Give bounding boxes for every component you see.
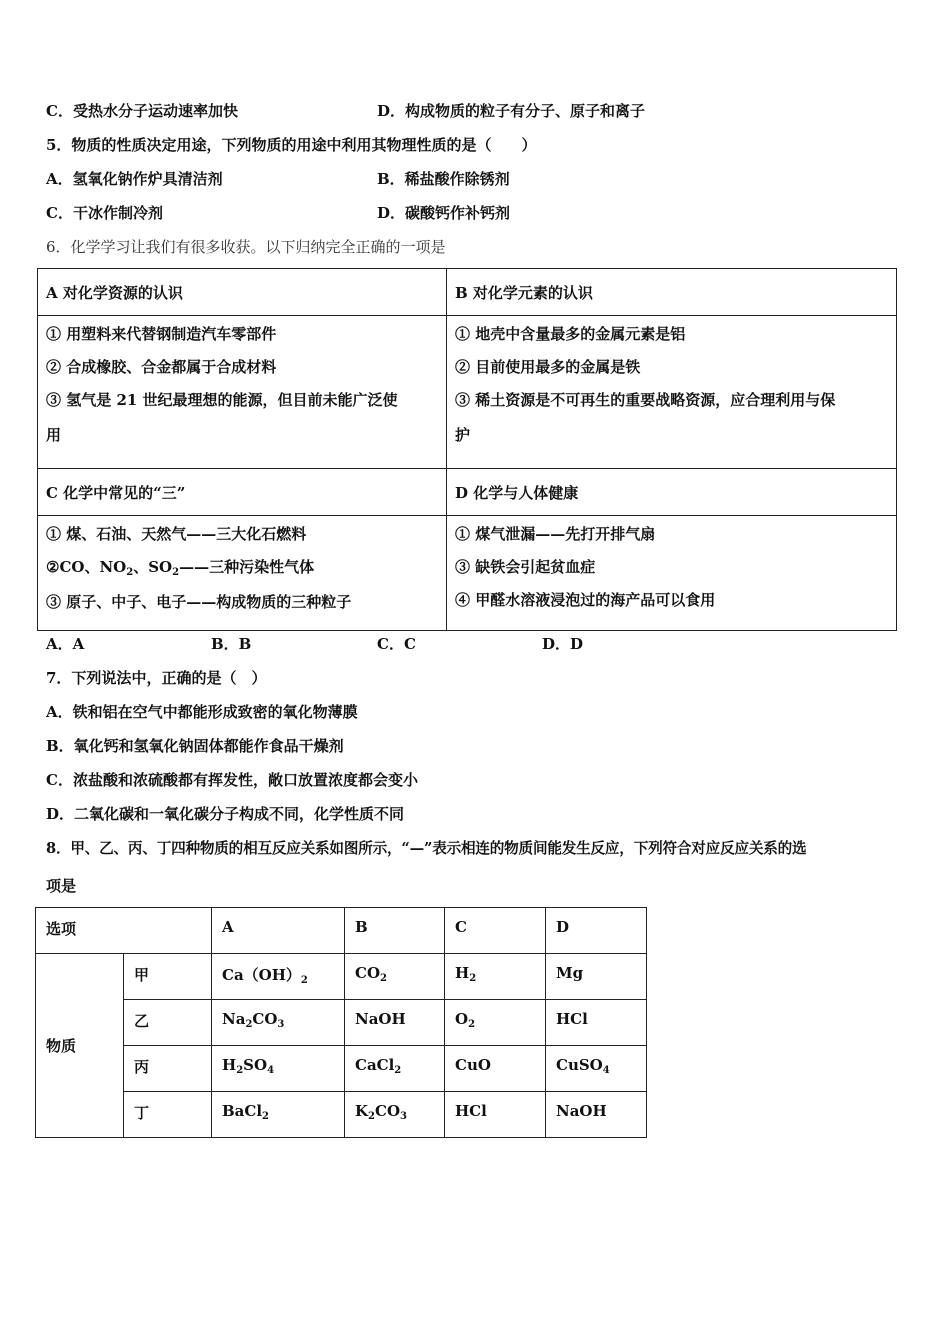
q6-a-item: 用 [46, 426, 62, 444]
q6-option-a: A．A [46, 635, 85, 653]
q8-cell-text: Ca（OH） [222, 966, 301, 984]
q8-cell-text: SO [243, 1056, 268, 1074]
q6-b-item: ③ 稀土资源是不可再生的重要战略资源，应合理利用与保 [455, 391, 836, 409]
q8-cell [345, 1046, 445, 1092]
q7-option-a: A．铁和铝在空气中都能形成致密的氧化物薄膜 [46, 703, 358, 721]
q8-cell-sub: 2 [468, 1019, 476, 1030]
q8-cell-text: CO [355, 964, 381, 982]
q5-option-d: D．碳酸钙作补钙剂 [377, 204, 511, 222]
q8-cell-sub: 2 [380, 973, 387, 984]
q8-cell-sub: 2 [300, 975, 308, 986]
q8-cell: CuO [445, 1046, 546, 1092]
q8-cell [212, 1000, 345, 1046]
q8-cell-text: H [455, 964, 470, 982]
q5-stem: 5．物质的性质决定用途，下列物质的用途中利用其物理性质的是（ ） [46, 136, 537, 154]
q6-cell-d-body [447, 516, 897, 631]
q8-cell: HCl [546, 1000, 647, 1046]
q8-cell-text: H [222, 1056, 237, 1074]
q6-cell-a-head: A 对化学资源的认识 [38, 269, 447, 316]
q6-b-item: 护 [455, 426, 471, 444]
q6-summary-table [37, 268, 897, 631]
q6-option-c: C．C [377, 635, 416, 653]
q6-b-item: ② 目前使用最多的金属是铁 [455, 358, 641, 376]
q8-cell-sub: 2 [245, 1019, 253, 1030]
q6-a-item: ① 用塑料来代替钢制造汽车零部件 [46, 325, 277, 343]
q8-cell-sub: 2 [236, 1065, 244, 1076]
q6-option-d: D．D [542, 635, 584, 653]
q8-cell-sub: 4 [602, 1065, 610, 1076]
q8-cell [345, 954, 445, 1000]
q8-cell-sub: 2 [394, 1065, 402, 1076]
q6-cell-c-body [38, 516, 447, 631]
q8-row-label: 甲 [124, 954, 212, 1000]
q8-cell-text: CO [375, 1102, 401, 1120]
q8-cell [212, 1046, 345, 1092]
q5-option-a: A．氢氧化钠作炉具清洁剂 [46, 170, 223, 188]
q8-cell: NaOH [546, 1092, 647, 1138]
q8-options-table [35, 907, 647, 1138]
q6-cell-d-head: D 化学与人体健康 [447, 469, 897, 516]
q8-header-c: C [445, 908, 546, 954]
q8-row-label: 乙 [124, 1000, 212, 1046]
q8-cell-sub: 4 [267, 1065, 275, 1076]
q8-header-option: 选项 [36, 908, 212, 954]
q8-cell-text: CuSO [556, 1056, 603, 1074]
q8-cell-text: O [455, 1010, 469, 1028]
q6-c-item2-sub: 2 [126, 567, 134, 578]
q8-cell-text: CO [252, 1010, 278, 1028]
q6-c-item2-part: ——三种污染性气体 [179, 558, 315, 576]
q6-cell-a-body [38, 316, 447, 469]
q6-stem: 6．化学学习让我们有很多收获。以下归纳完全正确的一项是 [46, 238, 446, 256]
q8-cell: NaOH [345, 1000, 445, 1046]
q6-c-item: ③ 原子、中子、电子——构成物质的三种粒子 [46, 593, 352, 611]
q6-c-item2-sub: 2 [172, 567, 180, 578]
q7-stem: 7．下列说法中，正确的是（ ） [46, 669, 267, 687]
q6-c-item-pollutants [46, 551, 438, 586]
q8-cell-text: K [355, 1102, 369, 1120]
q6-cell-b-body [447, 316, 897, 469]
q8-cell [345, 1092, 445, 1138]
q6-cell-b-head: B 对化学元素的认识 [447, 269, 897, 316]
q5-option-c: C．干冰作制冷剂 [46, 204, 163, 222]
q6-b-item: ① 地壳中含量最多的金属元素是铝 [455, 325, 686, 343]
q8-substance-label: 物质 [36, 954, 124, 1138]
q4-option-c: C．受热水分子运动速率加快 [46, 102, 238, 120]
q6-a-item: ② 合成橡胶、合金都属于合成材料 [46, 358, 277, 376]
q8-header-b: B [345, 908, 445, 954]
q8-cell-sub: 2 [368, 1111, 376, 1122]
q8-cell-text: CaCl [355, 1056, 395, 1074]
q4-option-d: D．构成物质的粒子有分子、原子和离子 [377, 102, 646, 120]
q8-row-label: 丁 [124, 1092, 212, 1138]
q7-option-d: D．二氧化碳和一氧化碳分子构成不同，化学性质不同 [46, 805, 405, 823]
q6-d-item: ④ 甲醛水溶液浸泡过的海产品可以食用 [455, 591, 716, 609]
q8-stem-line2: 项是 [46, 877, 77, 895]
q8-stem-line1: 8．甲、乙、丙、丁四种物质的相互反应关系如图所示，“—”表示相连的物质间能发生反应，下列符合对应反应关系的选 [46, 840, 807, 857]
q6-option-b: B．B [211, 635, 252, 653]
q8-cell-text: BaCl [222, 1102, 263, 1120]
q8-cell [212, 954, 345, 1000]
q8-cell: Mg [546, 954, 647, 1000]
q8-cell-sub: 2 [262, 1111, 270, 1122]
q6-a-item: ③ 氢气是 21 世纪最理想的能源，但目前未能广泛使 [46, 391, 398, 409]
q8-cell-text: Na [222, 1010, 246, 1028]
q8-cell: HCl [445, 1092, 546, 1138]
q8-cell-sub: 3 [277, 1019, 285, 1030]
q8-cell [212, 1092, 345, 1138]
q6-c-item: ① 煤、石油、天然气——三大化石燃料 [46, 525, 307, 543]
q8-row-label: 丙 [124, 1046, 212, 1092]
q7-option-b: B．氧化钙和氢氧化钠固体都能作食品干燥剂 [46, 737, 344, 755]
q8-header-d: D [546, 908, 647, 954]
q8-cell-sub: 2 [469, 973, 477, 984]
q8-header-a: A [212, 908, 345, 954]
q6-d-item: ③ 缺铁会引起贫血症 [455, 558, 596, 576]
q6-cell-c-head: C 化学中常见的“三” [38, 469, 447, 516]
q8-cell [546, 1046, 647, 1092]
q8-cell-sub: 3 [400, 1111, 407, 1122]
q6-c-item2-part: 、SO [133, 558, 173, 576]
q6-c-item2-part: ②CO、NO [46, 558, 127, 576]
q6-d-item: ① 煤气泄漏——先打开排气扇 [455, 525, 656, 543]
q7-option-c: C．浓盐酸和浓硫酸都有挥发性，敞口放置浓度都会变小 [46, 771, 418, 789]
q8-cell [445, 1000, 546, 1046]
q8-cell [445, 954, 546, 1000]
q5-option-b: B．稀盐酸作除锈剂 [377, 170, 510, 188]
